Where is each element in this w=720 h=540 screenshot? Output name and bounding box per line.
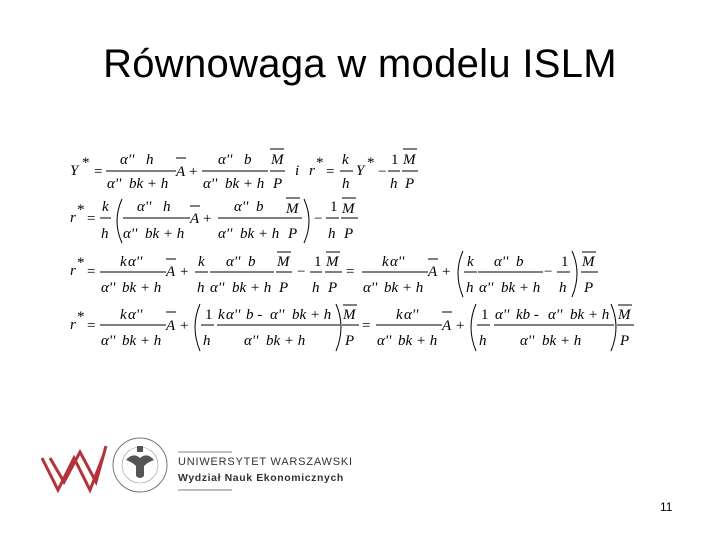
eq-symbol: bk + h: [266, 333, 306, 349]
eq-symbol: Y: [70, 163, 79, 179]
eq-symbol: k: [102, 199, 109, 215]
equation-row-3: [70, 251, 598, 297]
eq-symbol: 1: [314, 254, 322, 270]
eq-symbol: α'': [226, 254, 241, 270]
eq-symbol: *: [316, 155, 324, 171]
eq-symbol: A: [176, 164, 186, 180]
eq-symbol: h: [479, 333, 487, 349]
eq-symbol: M: [403, 152, 416, 168]
eq-symbol: =: [87, 318, 96, 334]
eq-symbol: P: [345, 333, 355, 349]
eq-symbol: +: [456, 318, 465, 334]
eq-symbol: A: [166, 264, 176, 280]
eq-symbol: M: [277, 254, 290, 270]
eq-symbol: *: [82, 155, 90, 171]
eq-symbol: k: [120, 254, 127, 270]
eq-symbol: h: [390, 176, 398, 192]
eq-symbol: r: [70, 210, 76, 226]
eq-symbol: P: [279, 280, 289, 296]
eq-symbol: h: [197, 280, 205, 296]
eq-symbol: P: [405, 176, 415, 192]
eq-symbol: i: [295, 163, 300, 179]
eq-symbol: bk + h: [145, 226, 185, 242]
eq-symbol: r: [70, 263, 76, 279]
eq-symbol: h: [163, 199, 171, 215]
eq-symbol: −: [297, 264, 306, 280]
eq-symbol: k: [396, 307, 403, 323]
eq-symbol: α'': [520, 333, 535, 349]
eq-symbol: bk + h: [570, 307, 610, 323]
eq-symbol: −: [314, 211, 323, 227]
eq-symbol: bk + h: [225, 176, 265, 192]
eq-symbol: bk + h: [398, 333, 438, 349]
eq-symbol: α'': [495, 307, 510, 323]
eq-symbol: α'': [137, 199, 152, 215]
eq-symbol: k: [218, 307, 225, 323]
eq-symbol: A: [190, 211, 200, 227]
eq-symbol: bk + h: [122, 333, 162, 349]
eq-symbol: k: [120, 307, 127, 323]
eq-symbol: P: [344, 226, 354, 242]
university-seal-icon: [113, 438, 167, 492]
eq-symbol: P: [328, 280, 338, 296]
eq-symbol: k: [467, 254, 474, 270]
eq-symbol: b -: [246, 307, 263, 323]
eq-symbol: k: [342, 152, 349, 168]
eq-symbol: +: [180, 264, 189, 280]
eq-symbol: kb -: [516, 307, 539, 323]
eq-symbol: α'': [218, 152, 233, 168]
eq-symbol: +: [442, 264, 451, 280]
eq-symbol: P: [273, 176, 283, 192]
eq-symbol: 1: [330, 199, 338, 215]
eq-symbol: 1: [481, 307, 489, 323]
eq-symbol: M: [326, 254, 339, 270]
eq-symbol: h: [312, 280, 320, 296]
eq-symbol: h: [466, 280, 474, 296]
eq-symbol: α'': [548, 307, 563, 323]
eq-symbol: bk + h: [240, 226, 280, 242]
eq-symbol: α'': [218, 226, 233, 242]
eq-symbol: h: [328, 226, 336, 242]
eq-symbol: bk + h: [232, 280, 272, 296]
eq-symbol: +: [189, 164, 198, 180]
eq-symbol: α'': [404, 307, 419, 323]
eq-symbol: α'': [203, 176, 218, 192]
university-logo: [40, 432, 370, 502]
eq-symbol: *: [77, 309, 85, 325]
eq-symbol: h: [203, 333, 211, 349]
equation-row-4: [70, 304, 634, 351]
eq-symbol: 1: [561, 254, 569, 270]
eq-symbol: =: [87, 211, 96, 227]
eq-symbol: α'': [479, 280, 494, 296]
eq-symbol: bk + h: [129, 176, 169, 192]
eq-symbol: M: [343, 307, 356, 323]
eq-symbol: M: [271, 152, 284, 168]
eq-symbol: α'': [377, 333, 392, 349]
eq-symbol: h: [559, 280, 567, 296]
eq-symbol: α'': [120, 152, 135, 168]
eq-symbol: α'': [128, 254, 143, 270]
eq-symbol: A: [166, 318, 176, 334]
eq-symbol: 1: [391, 152, 399, 168]
slide-title: Równowaga w modelu ISLM: [103, 42, 617, 86]
eq-symbol: M: [582, 254, 595, 270]
eq-symbol: α'': [363, 280, 378, 296]
eq-symbol: bk + h: [384, 280, 424, 296]
eq-symbol: bk + h: [292, 307, 332, 323]
eq-symbol: α'': [494, 254, 509, 270]
eq-symbol: *: [77, 202, 85, 218]
eq-symbol: bk + h: [122, 280, 162, 296]
eq-symbol: α'': [123, 226, 138, 242]
eq-symbol: P: [584, 280, 594, 296]
equation-row-1: [70, 149, 418, 192]
equation-row-2: [70, 198, 358, 243]
eq-symbol: M: [286, 201, 299, 217]
eq-symbol: =: [346, 264, 355, 280]
zigzag-icon: [42, 446, 106, 490]
eq-symbol: −: [544, 264, 553, 280]
eq-symbol: α'': [270, 307, 285, 323]
eq-symbol: =: [87, 264, 96, 280]
eq-symbol: b: [244, 152, 252, 168]
eq-symbol: b: [516, 254, 524, 270]
eq-symbol: r: [70, 317, 76, 333]
eq-symbol: *: [367, 155, 375, 171]
eq-symbol: bk + h: [542, 333, 582, 349]
eq-symbol: α'': [101, 280, 116, 296]
eq-symbol: Y: [356, 163, 365, 179]
eq-symbol: α'': [101, 333, 116, 349]
faculty-name: Wydział Nauk Ekonomicznych: [178, 472, 344, 484]
eq-symbol: =: [326, 164, 335, 180]
eq-symbol: +: [203, 211, 212, 227]
eq-symbol: α'': [390, 254, 405, 270]
eq-symbol: h: [146, 152, 154, 168]
university-name: UNIWERSYTET WARSZAWSKI: [178, 456, 353, 468]
eq-symbol: k: [382, 254, 389, 270]
eq-symbol: =: [362, 318, 371, 334]
eq-symbol: A: [428, 264, 438, 280]
eq-symbol: −: [378, 164, 387, 180]
eq-symbol: α'': [128, 307, 143, 323]
eq-symbol: bk + h: [501, 280, 541, 296]
eq-symbol: b: [248, 254, 256, 270]
eq-symbol: *: [77, 255, 85, 271]
eq-symbol: α'': [107, 176, 122, 192]
page-number: 11: [660, 500, 673, 514]
eq-symbol: P: [288, 226, 298, 242]
eq-symbol: +: [180, 318, 189, 334]
eq-symbol: r: [309, 163, 315, 179]
eq-symbol: b: [256, 199, 264, 215]
eq-symbol: =: [94, 164, 103, 180]
eq-symbol: 1: [205, 307, 213, 323]
eq-symbol: h: [101, 226, 109, 242]
eq-symbol: α'': [210, 280, 225, 296]
eq-symbol: k: [198, 254, 205, 270]
eq-symbol: M: [618, 307, 631, 323]
eq-symbol: A: [442, 318, 452, 334]
eq-symbol: α'': [226, 307, 241, 323]
eq-symbol: h: [342, 176, 350, 192]
eq-symbol: P: [620, 333, 630, 349]
eq-symbol: α'': [234, 199, 249, 215]
eq-symbol: M: [342, 201, 355, 217]
eq-symbol: α'': [244, 333, 259, 349]
